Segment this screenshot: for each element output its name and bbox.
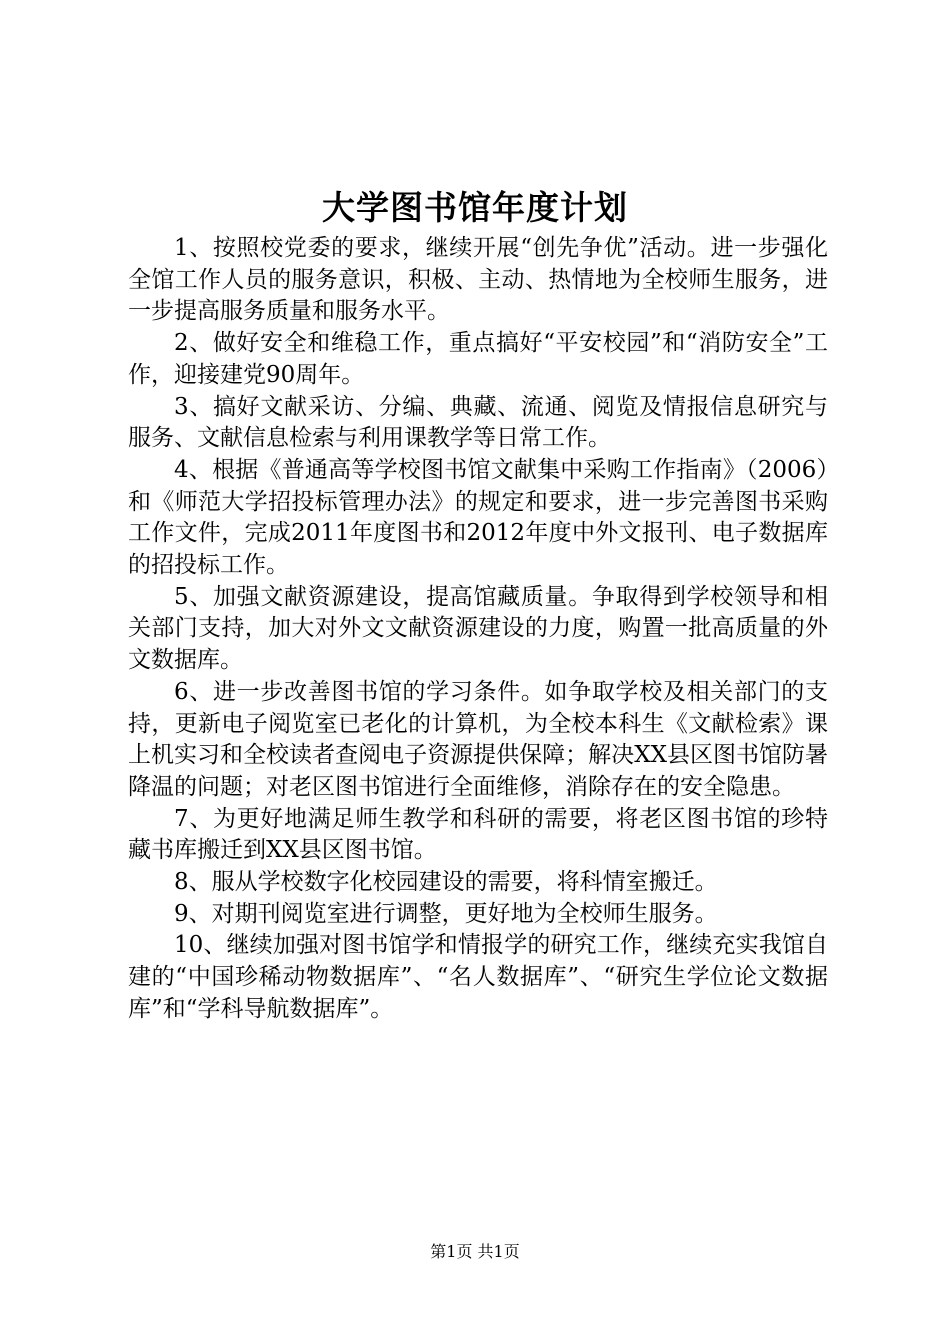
paragraph-6: 6、进一步改善图书馆的学习条件。如争取学校及相关部门的支持，更新电子阅览室已老化的计算机，为全校本科生《文献检索》课上机实习和全校读者查阅电子资源提供保障；解决XX县区图书馆防暑降温的问题；对老区图书馆进行全面维修，消除存在的安全隐患。 xyxy=(128,678,828,800)
document-body xyxy=(128,233,828,1026)
paragraph-3: 3、搞好文献采访、分编、典藏、流通、阅览及情报信息研究与服务、文献信息检索与利用课教学等日常工作。 xyxy=(128,393,828,452)
paragraph-2: 2、做好安全和维稳工作，重点搞好“平安校园”和“消防安全”工作，迎接建党90周年。 xyxy=(128,330,828,388)
paragraph-4: 4、根据《普通高等学校图书馆文献集中采购工作指南》（2006）和《师范大学招投标管理办法》的规定和要求，进一步完善图书采购工作文件，完成2011年度图书和2012年度中外文报刊、电子数据库的招投标工作。 xyxy=(128,456,828,579)
paragraph-9: 9、对期刊阅览室进行调整，更好地为全校师生服务。 xyxy=(174,900,718,927)
paragraph-8: 8、服从学校数字化校园建设的需要，将科情室搬迁。 xyxy=(174,869,718,896)
paragraph-5: 5、加强文献资源建设，提高馆藏质量。争取得到学校领导和相关部门支持，加大对外文文献资源建设的力度，购置一批高质量的外文数据库。 xyxy=(128,583,828,674)
paragraph-7: 7、为更好地满足师生教学和科研的需要，将老区图书馆的珍特藏书库搬迁到XX县区图书馆。 xyxy=(128,805,828,864)
paragraph-10: 10、继续加强对图书馆学和情报学的研究工作，继续充实我馆自建的“中国珍稀动物数据库”、“名人数据库”、“研究生学位论文数据库”和“学科导航数据库”。 xyxy=(128,932,828,1022)
page-number-footer: 第1页 共1页 xyxy=(430,1242,520,1261)
paragraph-1: 1、按照校党委的要求，继续开展“创先争优”活动。进一步强化全馆工作人员的服务意识，积极、主动、热情地为全校师生服务，进一步提高服务质量和服务水平。 xyxy=(128,235,828,325)
document-title: 大学图书馆年度计划 xyxy=(322,188,628,227)
